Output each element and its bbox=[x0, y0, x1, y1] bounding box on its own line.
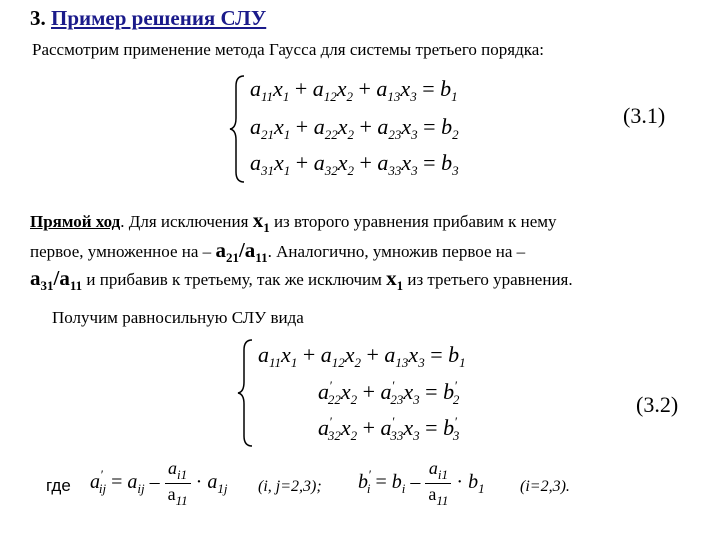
range-1: (i, j=2,3); bbox=[258, 478, 322, 495]
forward-line-1: Прямой ход. Для исключения $x_1$ из второго уравнения прибавим к нему bbox=[30, 208, 557, 235]
equivalent-text: Получим равносильную СЛУ вида bbox=[52, 308, 304, 327]
forward-line-2: первое, умноженное на – $a_{21}/a_{11}$. Аналогично, умножив первое на – bbox=[30, 238, 526, 265]
forward-line-3: $a_{31}/a_{11}$ и прибавив к третьему, так же исключим $x_1$ из третьего уравнения. bbox=[30, 266, 573, 293]
page-title: 3. Пример решения СЛУ bbox=[30, 6, 267, 30]
formula-a-prime: $a'_{ij} = a_{ij}$ – $\frac{a_{i1}}{a_{11}}$ · $a_{1j}$ bbox=[90, 458, 228, 508]
equation-6: $a'_{32}x_2 + a'_{33}x_3 = b'_3$ bbox=[318, 414, 460, 443]
equation-4: $a_{11}x_1 + a_{12}x_2 + a_{13}x_3 = b_1$ bbox=[258, 342, 466, 370]
left-brace-icon bbox=[228, 74, 248, 184]
left-brace-icon bbox=[236, 338, 256, 448]
where-word: где bbox=[46, 476, 71, 495]
equation-1: $a_{11}x_1 + a_{12}x_2 + a_{13}x_3 = b_1$ bbox=[250, 76, 458, 104]
formula-b-prime: $b'_i = b_i$ – $\frac{a_{i1}}{a_{11}}$ · $b_1$ bbox=[358, 458, 485, 508]
range-2: (i=2,3). bbox=[520, 478, 570, 495]
equation-2: $a_{21}x_1 + a_{22}x_2 + a_{23}x_3 = b_2$ bbox=[250, 114, 459, 142]
equation-label-3-2: (3.2) bbox=[636, 392, 679, 417]
forward-heading: Прямой ход bbox=[30, 212, 121, 231]
title-text: Пример решения СЛУ bbox=[51, 6, 267, 30]
equation-3: $a_{31}x_1 + a_{32}x_2 + a_{33}x_3 = b_3$ bbox=[250, 150, 459, 178]
equation-label-3-1: (3.1) bbox=[623, 103, 666, 128]
equation-5: $a'_{22}x_2 + a'_{23}x_3 = b'_2$ bbox=[318, 378, 460, 407]
intro-text: Рассмотрим применение метода Гаусса для системы третьего порядка: bbox=[32, 40, 544, 59]
